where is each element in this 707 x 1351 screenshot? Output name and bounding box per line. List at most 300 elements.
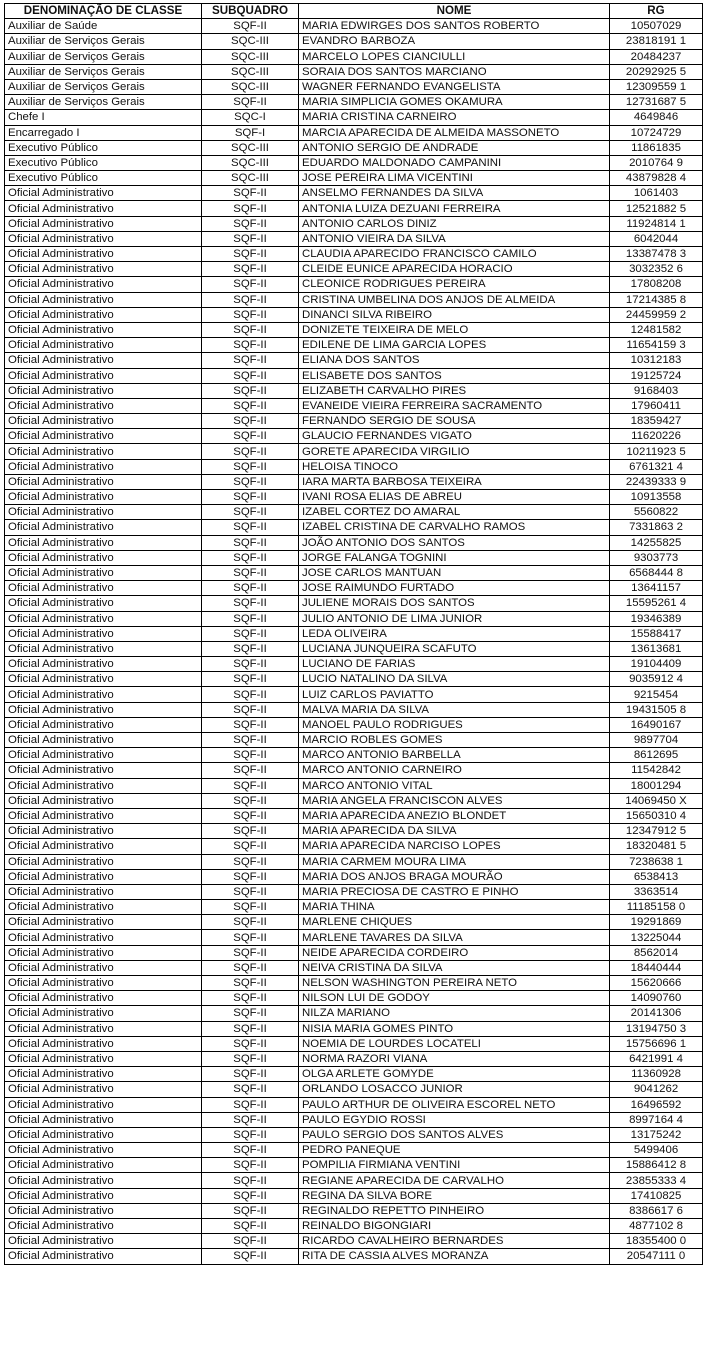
cell-classe: Oficial Administrativo xyxy=(5,398,202,413)
cell-classe: Executivo Público xyxy=(5,171,202,186)
cell-nome: MARIA APARECIDA DA SILVA xyxy=(299,824,610,839)
table-row xyxy=(5,505,703,520)
cell-classe: Oficial Administrativo xyxy=(5,915,202,930)
cell-classe: Chefe I xyxy=(5,110,202,125)
cell-rg: 20484237 xyxy=(610,49,703,64)
cell-rg: 10724729 xyxy=(610,125,703,140)
cell-rg: 16496592 xyxy=(610,1097,703,1112)
cell-subquadro: SQF-II xyxy=(202,262,299,277)
cell-nome: MARIA THINA xyxy=(299,900,610,915)
cell-subquadro: SQC-III xyxy=(202,155,299,170)
cell-nome: EDILENE DE LIMA GARCIA LOPES xyxy=(299,338,610,353)
cell-nome: NILSON LUI DE GODOY xyxy=(299,991,610,1006)
cell-rg: 11924814 1 xyxy=(610,216,703,231)
cell-subquadro: SQF-II xyxy=(202,687,299,702)
table-row xyxy=(5,490,703,505)
cell-classe: Oficial Administrativo xyxy=(5,596,202,611)
table-row xyxy=(5,429,703,444)
table-row xyxy=(5,702,703,717)
table-row xyxy=(5,976,703,991)
table-row xyxy=(5,1082,703,1097)
cell-nome: GLAUCIO FERNANDES VIGATO xyxy=(299,429,610,444)
servants-table xyxy=(4,3,703,1265)
header-row xyxy=(5,4,703,19)
cell-nome: HELOISA TINOCO xyxy=(299,459,610,474)
cell-rg: 7331863 2 xyxy=(610,520,703,535)
table-row xyxy=(5,808,703,823)
cell-subquadro: SQF-II xyxy=(202,702,299,717)
table-row xyxy=(5,322,703,337)
cell-nome: NEIDE APARECIDA CORDEIRO xyxy=(299,945,610,960)
cell-classe: Oficial Administrativo xyxy=(5,535,202,550)
cell-classe: Oficial Administrativo xyxy=(5,839,202,854)
table-row xyxy=(5,565,703,580)
cell-subquadro: SQC-III xyxy=(202,79,299,94)
table-row xyxy=(5,155,703,170)
cell-nome: PAULO EGYDIO ROSSI xyxy=(299,1112,610,1127)
table-row xyxy=(5,140,703,155)
cell-classe: Oficial Administrativo xyxy=(5,520,202,535)
table-row xyxy=(5,110,703,125)
cell-subquadro: SQF-II xyxy=(202,1006,299,1021)
table-row xyxy=(5,626,703,641)
cell-nome: PAULO SERGIO DOS SANTOS ALVES xyxy=(299,1127,610,1142)
table-row xyxy=(5,930,703,945)
cell-nome: IZABEL CRISTINA DE CARVALHO RAMOS xyxy=(299,520,610,535)
cell-subquadro: SQF-II xyxy=(202,307,299,322)
cell-rg: 18440444 xyxy=(610,960,703,975)
cell-subquadro: SQF-II xyxy=(202,930,299,945)
cell-nome: MARLENE CHIQUES xyxy=(299,915,610,930)
cell-rg: 9041262 xyxy=(610,1082,703,1097)
cell-subquadro: SQF-II xyxy=(202,1127,299,1142)
cell-rg: 43879828 4 xyxy=(610,171,703,186)
cell-nome: ELIZABETH CARVALHO PIRES xyxy=(299,383,610,398)
table-row xyxy=(5,854,703,869)
cell-subquadro: SQF-II xyxy=(202,444,299,459)
cell-subquadro: SQF-II xyxy=(202,505,299,520)
cell-classe: Oficial Administrativo xyxy=(5,641,202,656)
cell-nome: JULIENE MORAIS DOS SANTOS xyxy=(299,596,610,611)
cell-rg: 11185158 0 xyxy=(610,900,703,915)
cell-rg: 4649846 xyxy=(610,110,703,125)
table-row xyxy=(5,884,703,899)
cell-nome: MANOEL PAULO RODRIGUES xyxy=(299,717,610,732)
cell-classe: Oficial Administrativo xyxy=(5,1097,202,1112)
cell-classe: Oficial Administrativo xyxy=(5,444,202,459)
cell-rg: 9168403 xyxy=(610,383,703,398)
cell-nome: LEDA OLIVEIRA xyxy=(299,626,610,641)
cell-classe: Auxiliar de Serviços Gerais xyxy=(5,34,202,49)
cell-nome: PAULO ARTHUR DE OLIVEIRA ESCOREL NETO xyxy=(299,1097,610,1112)
cell-subquadro: SQF-II xyxy=(202,854,299,869)
table-row xyxy=(5,763,703,778)
table-row xyxy=(5,459,703,474)
cell-nome: MARCIO ROBLES GOMES xyxy=(299,733,610,748)
cell-nome: ELISABETE DOS SANTOS xyxy=(299,368,610,383)
cell-nome: ANTONIA LUIZA DEZUANI FERREIRA xyxy=(299,201,610,216)
cell-rg: 14090760 xyxy=(610,991,703,1006)
cell-rg: 9303773 xyxy=(610,550,703,565)
cell-classe: Oficial Administrativo xyxy=(5,216,202,231)
table-row xyxy=(5,64,703,79)
table-row xyxy=(5,1067,703,1082)
table-row xyxy=(5,1021,703,1036)
cell-subquadro: SQF-II xyxy=(202,1234,299,1249)
cell-classe: Auxiliar de Serviços Gerais xyxy=(5,49,202,64)
cell-subquadro: SQF-II xyxy=(202,520,299,535)
table-row xyxy=(5,231,703,246)
cell-rg: 19104409 xyxy=(610,657,703,672)
table-row xyxy=(5,353,703,368)
cell-subquadro: SQF-II xyxy=(202,960,299,975)
cell-rg: 22439333 9 xyxy=(610,474,703,489)
cell-nome: JULIO ANTONIO DE LIMA JUNIOR xyxy=(299,611,610,626)
cell-subquadro: SQF-II xyxy=(202,1173,299,1188)
cell-subquadro: SQF-II xyxy=(202,565,299,580)
cell-nome: LUCIANA JUNQUEIRA SCAFUTO xyxy=(299,641,610,656)
cell-subquadro: SQF-II xyxy=(202,95,299,110)
cell-classe: Oficial Administrativo xyxy=(5,1082,202,1097)
cell-subquadro: SQF-II xyxy=(202,915,299,930)
cell-classe: Oficial Administrativo xyxy=(5,1219,202,1234)
table-row xyxy=(5,687,703,702)
cell-nome: GORETE APARECIDA VIRGILIO xyxy=(299,444,610,459)
cell-rg: 15650310 4 xyxy=(610,808,703,823)
table-row xyxy=(5,550,703,565)
cell-nome: MARIA ANGELA FRANCISCON ALVES xyxy=(299,793,610,808)
cell-nome: IZABEL CORTEZ DO AMARAL xyxy=(299,505,610,520)
cell-subquadro: SQF-II xyxy=(202,900,299,915)
cell-rg: 6761321 4 xyxy=(610,459,703,474)
cell-nome: MARCO ANTONIO VITAL xyxy=(299,778,610,793)
cell-classe: Oficial Administrativo xyxy=(5,186,202,201)
cell-nome: LUIZ CARLOS PAVIATTO xyxy=(299,687,610,702)
cell-nome: IVANI ROSA ELIAS DE ABREU xyxy=(299,490,610,505)
cell-rg: 15595261 4 xyxy=(610,596,703,611)
cell-subquadro: SQF-II xyxy=(202,1188,299,1203)
cell-nome: MALVA MARIA DA SILVA xyxy=(299,702,610,717)
cell-rg: 3032352 6 xyxy=(610,262,703,277)
cell-subquadro: SQF-II xyxy=(202,353,299,368)
cell-rg: 10507029 xyxy=(610,19,703,34)
cell-subquadro: SQF-II xyxy=(202,550,299,565)
table-row xyxy=(5,49,703,64)
cell-rg: 12731687 5 xyxy=(610,95,703,110)
cell-subquadro: SQF-II xyxy=(202,186,299,201)
table-row xyxy=(5,383,703,398)
table-row xyxy=(5,778,703,793)
table-row xyxy=(5,474,703,489)
cell-rg: 20547111 0 xyxy=(610,1249,703,1264)
cell-rg: 2010764 9 xyxy=(610,155,703,170)
cell-subquadro: SQF-II xyxy=(202,733,299,748)
table-row xyxy=(5,1219,703,1234)
cell-rg: 18359427 xyxy=(610,414,703,429)
cell-nome: REGINALDO REPETTO PINHEIRO xyxy=(299,1203,610,1218)
cell-subquadro: SQC-III xyxy=(202,34,299,49)
table-row xyxy=(5,125,703,140)
cell-subquadro: SQC-III xyxy=(202,171,299,186)
cell-subquadro: SQF-II xyxy=(202,1067,299,1082)
cell-subquadro: SQF-II xyxy=(202,763,299,778)
cell-nome: CLAUDIA APARECIDO FRANCISCO CAMILO xyxy=(299,247,610,262)
cell-rg: 8386617 6 xyxy=(610,1203,703,1218)
cell-rg: 23855333 4 xyxy=(610,1173,703,1188)
cell-rg: 13613681 xyxy=(610,641,703,656)
cell-nome: MARIA CARMEM MOURA LIMA xyxy=(299,854,610,869)
cell-nome: CLEIDE EUNICE APARECIDA HORACIO xyxy=(299,262,610,277)
table-row xyxy=(5,307,703,322)
cell-rg: 11360928 xyxy=(610,1067,703,1082)
cell-rg: 1061403 xyxy=(610,186,703,201)
cell-classe: Oficial Administrativo xyxy=(5,292,202,307)
cell-rg: 15886412 8 xyxy=(610,1158,703,1173)
cell-classe: Oficial Administrativo xyxy=(5,945,202,960)
cell-classe: Oficial Administrativo xyxy=(5,307,202,322)
table-row xyxy=(5,869,703,884)
cell-subquadro: SQF-II xyxy=(202,748,299,763)
cell-rg: 8562014 xyxy=(610,945,703,960)
cell-nome: MARCO ANTONIO CARNEIRO xyxy=(299,763,610,778)
cell-classe: Oficial Administrativo xyxy=(5,1203,202,1218)
cell-classe: Oficial Administrativo xyxy=(5,1143,202,1158)
cell-subquadro: SQF-II xyxy=(202,991,299,1006)
table-row xyxy=(5,277,703,292)
table-row xyxy=(5,733,703,748)
cell-nome: NISIA MARIA GOMES PINTO xyxy=(299,1021,610,1036)
cell-nome: JOSE RAIMUNDO FURTADO xyxy=(299,581,610,596)
cell-subquadro: SQF-II xyxy=(202,19,299,34)
cell-nome: JOSE PEREIRA LIMA VICENTINI xyxy=(299,171,610,186)
table-row xyxy=(5,717,703,732)
cell-rg: 7238638 1 xyxy=(610,854,703,869)
cell-rg: 18320481 5 xyxy=(610,839,703,854)
cell-rg: 19431505 8 xyxy=(610,702,703,717)
table-row xyxy=(5,247,703,262)
header-classe: DENOMINAÇÃO DE CLASSE xyxy=(5,4,202,19)
cell-nome: ORLANDO LOSACCO JUNIOR xyxy=(299,1082,610,1097)
cell-nome: SORAIA DOS SANTOS MARCIANO xyxy=(299,64,610,79)
cell-nome: DINANCI SILVA RIBEIRO xyxy=(299,307,610,322)
cell-classe: Oficial Administrativo xyxy=(5,1006,202,1021)
cell-classe: Oficial Administrativo xyxy=(5,1234,202,1249)
cell-nome: MARIA PRECIOSA DE CASTRO E PINHO xyxy=(299,884,610,899)
table-row xyxy=(5,945,703,960)
table-row xyxy=(5,1234,703,1249)
cell-rg: 9897704 xyxy=(610,733,703,748)
cell-classe: Oficial Administrativo xyxy=(5,277,202,292)
cell-classe: Oficial Administrativo xyxy=(5,1249,202,1264)
cell-subquadro: SQF-II xyxy=(202,596,299,611)
table-row xyxy=(5,292,703,307)
cell-subquadro: SQF-II xyxy=(202,793,299,808)
cell-nome: NELSON WASHINGTON PEREIRA NETO xyxy=(299,976,610,991)
cell-rg: 9215454 xyxy=(610,687,703,702)
cell-classe: Oficial Administrativo xyxy=(5,322,202,337)
cell-rg: 15756696 1 xyxy=(610,1036,703,1051)
table-row xyxy=(5,1249,703,1264)
cell-classe: Auxiliar de Serviços Gerais xyxy=(5,64,202,79)
cell-classe: Oficial Administrativo xyxy=(5,459,202,474)
cell-classe: Oficial Administrativo xyxy=(5,702,202,717)
cell-classe: Oficial Administrativo xyxy=(5,869,202,884)
cell-classe: Oficial Administrativo xyxy=(5,474,202,489)
cell-nome: MARIA EDWIRGES DOS SANTOS ROBERTO xyxy=(299,19,610,34)
cell-rg: 18001294 xyxy=(610,778,703,793)
cell-nome: POMPILIA FIRMIANA VENTINI xyxy=(299,1158,610,1173)
cell-classe: Oficial Administrativo xyxy=(5,960,202,975)
cell-rg: 20141306 xyxy=(610,1006,703,1021)
cell-rg: 6568444 8 xyxy=(610,565,703,580)
cell-classe: Executivo Público xyxy=(5,140,202,155)
cell-nome: NOEMIA DE LOURDES LOCATELI xyxy=(299,1036,610,1051)
cell-rg: 13225044 xyxy=(610,930,703,945)
cell-classe: Oficial Administrativo xyxy=(5,763,202,778)
cell-rg: 16490167 xyxy=(610,717,703,732)
table-row xyxy=(5,1143,703,1158)
cell-subquadro: SQF-II xyxy=(202,626,299,641)
table-row xyxy=(5,1127,703,1142)
cell-nome: ELIANA DOS SANTOS xyxy=(299,353,610,368)
cell-nome: OLGA ARLETE GOMYDE xyxy=(299,1067,610,1082)
table-row xyxy=(5,900,703,915)
table-row xyxy=(5,1203,703,1218)
table-row xyxy=(5,793,703,808)
cell-nome: MARIA APARECIDA ANEZIO BLONDET xyxy=(299,808,610,823)
table-row xyxy=(5,201,703,216)
cell-classe: Oficial Administrativo xyxy=(5,368,202,383)
cell-subquadro: SQF-II xyxy=(202,884,299,899)
cell-classe: Oficial Administrativo xyxy=(5,991,202,1006)
cell-subquadro: SQF-II xyxy=(202,247,299,262)
cell-rg: 11861835 xyxy=(610,140,703,155)
table-row xyxy=(5,19,703,34)
cell-rg: 3363514 xyxy=(610,884,703,899)
cell-nome: PEDRO PANEQUE xyxy=(299,1143,610,1158)
cell-classe: Oficial Administrativo xyxy=(5,581,202,596)
cell-subquadro: SQF-II xyxy=(202,231,299,246)
cell-classe: Auxiliar de Serviços Gerais xyxy=(5,79,202,94)
table-row xyxy=(5,338,703,353)
table-row xyxy=(5,748,703,763)
cell-subquadro: SQF-II xyxy=(202,429,299,444)
cell-subquadro: SQF-II xyxy=(202,581,299,596)
cell-classe: Oficial Administrativo xyxy=(5,824,202,839)
cell-classe: Auxiliar de Saúde xyxy=(5,19,202,34)
cell-nome: CLEONICE RODRIGUES PEREIRA xyxy=(299,277,610,292)
cell-nome: FERNANDO SERGIO DE SOUSA xyxy=(299,414,610,429)
cell-subquadro: SQF-II xyxy=(202,1082,299,1097)
cell-subquadro: SQF-II xyxy=(202,1097,299,1112)
table-row xyxy=(5,657,703,672)
cell-rg: 10312183 xyxy=(610,353,703,368)
table-row xyxy=(5,186,703,201)
cell-classe: Executivo Público xyxy=(5,155,202,170)
cell-rg: 10211923 5 xyxy=(610,444,703,459)
cell-subquadro: SQF-II xyxy=(202,1219,299,1234)
table-row xyxy=(5,1188,703,1203)
cell-subquadro: SQC-III xyxy=(202,64,299,79)
table-row xyxy=(5,596,703,611)
table-row xyxy=(5,915,703,930)
cell-rg: 10913558 xyxy=(610,490,703,505)
table-row xyxy=(5,1051,703,1066)
cell-subquadro: SQF-II xyxy=(202,474,299,489)
cell-subquadro: SQF-II xyxy=(202,322,299,337)
cell-classe: Oficial Administrativo xyxy=(5,808,202,823)
cell-rg: 17214385 8 xyxy=(610,292,703,307)
cell-subquadro: SQC-I xyxy=(202,110,299,125)
cell-classe: Oficial Administrativo xyxy=(5,854,202,869)
table-row xyxy=(5,611,703,626)
cell-classe: Oficial Administrativo xyxy=(5,611,202,626)
cell-rg: 8997164 4 xyxy=(610,1112,703,1127)
cell-subquadro: SQF-II xyxy=(202,672,299,687)
cell-subquadro: SQF-II xyxy=(202,1143,299,1158)
cell-nome: MARCO ANTONIO BARBELLA xyxy=(299,748,610,763)
cell-subquadro: SQF-II xyxy=(202,1021,299,1036)
cell-classe: Oficial Administrativo xyxy=(5,201,202,216)
cell-rg: 6421991 4 xyxy=(610,1051,703,1066)
cell-rg: 19125724 xyxy=(610,368,703,383)
cell-subquadro: SQF-I xyxy=(202,125,299,140)
table-row xyxy=(5,368,703,383)
cell-rg: 12481582 xyxy=(610,322,703,337)
cell-nome: RICARDO CAVALHEIRO BERNARDES xyxy=(299,1234,610,1249)
cell-classe: Oficial Administrativo xyxy=(5,490,202,505)
cell-subquadro: SQF-II xyxy=(202,717,299,732)
cell-rg: 5560822 xyxy=(610,505,703,520)
cell-rg: 6538413 xyxy=(610,869,703,884)
table-row xyxy=(5,520,703,535)
cell-subquadro: SQF-II xyxy=(202,824,299,839)
cell-nome: NILZA MARIANO xyxy=(299,1006,610,1021)
cell-nome: MARIA SIMPLICIA GOMES OKAMURA xyxy=(299,95,610,110)
cell-classe: Oficial Administrativo xyxy=(5,733,202,748)
cell-classe: Oficial Administrativo xyxy=(5,900,202,915)
table-row xyxy=(5,581,703,596)
cell-nome: ANSELMO FERNANDES DA SILVA xyxy=(299,186,610,201)
cell-subquadro: SQF-II xyxy=(202,1051,299,1066)
cell-rg: 4877102 8 xyxy=(610,1219,703,1234)
table-row xyxy=(5,444,703,459)
cell-subquadro: SQF-II xyxy=(202,839,299,854)
cell-rg: 17410825 xyxy=(610,1188,703,1203)
cell-classe: Oficial Administrativo xyxy=(5,793,202,808)
cell-classe: Oficial Administrativo xyxy=(5,338,202,353)
cell-classe: Oficial Administrativo xyxy=(5,687,202,702)
cell-classe: Oficial Administrativo xyxy=(5,414,202,429)
cell-classe: Oficial Administrativo xyxy=(5,1127,202,1142)
cell-classe: Oficial Administrativo xyxy=(5,657,202,672)
cell-nome: NORMA RAZORI VIANA xyxy=(299,1051,610,1066)
cell-nome: EDUARDO MALDONADO CAMPANINI xyxy=(299,155,610,170)
cell-subquadro: SQF-II xyxy=(202,1036,299,1051)
header-rg: RG xyxy=(610,4,703,19)
cell-classe: Oficial Administrativo xyxy=(5,565,202,580)
table-row xyxy=(5,95,703,110)
cell-classe: Oficial Administrativo xyxy=(5,1067,202,1082)
cell-rg: 11654159 3 xyxy=(610,338,703,353)
cell-nome: CRISTINA UMBELINA DOS ANJOS DE ALMEIDA xyxy=(299,292,610,307)
cell-nome: JOSE CARLOS MANTUAN xyxy=(299,565,610,580)
table-row xyxy=(5,641,703,656)
cell-rg: 11542842 xyxy=(610,763,703,778)
cell-nome: MARIA APARECIDA NARCISO LOPES xyxy=(299,839,610,854)
cell-rg: 13194750 3 xyxy=(610,1021,703,1036)
cell-subquadro: SQF-II xyxy=(202,459,299,474)
